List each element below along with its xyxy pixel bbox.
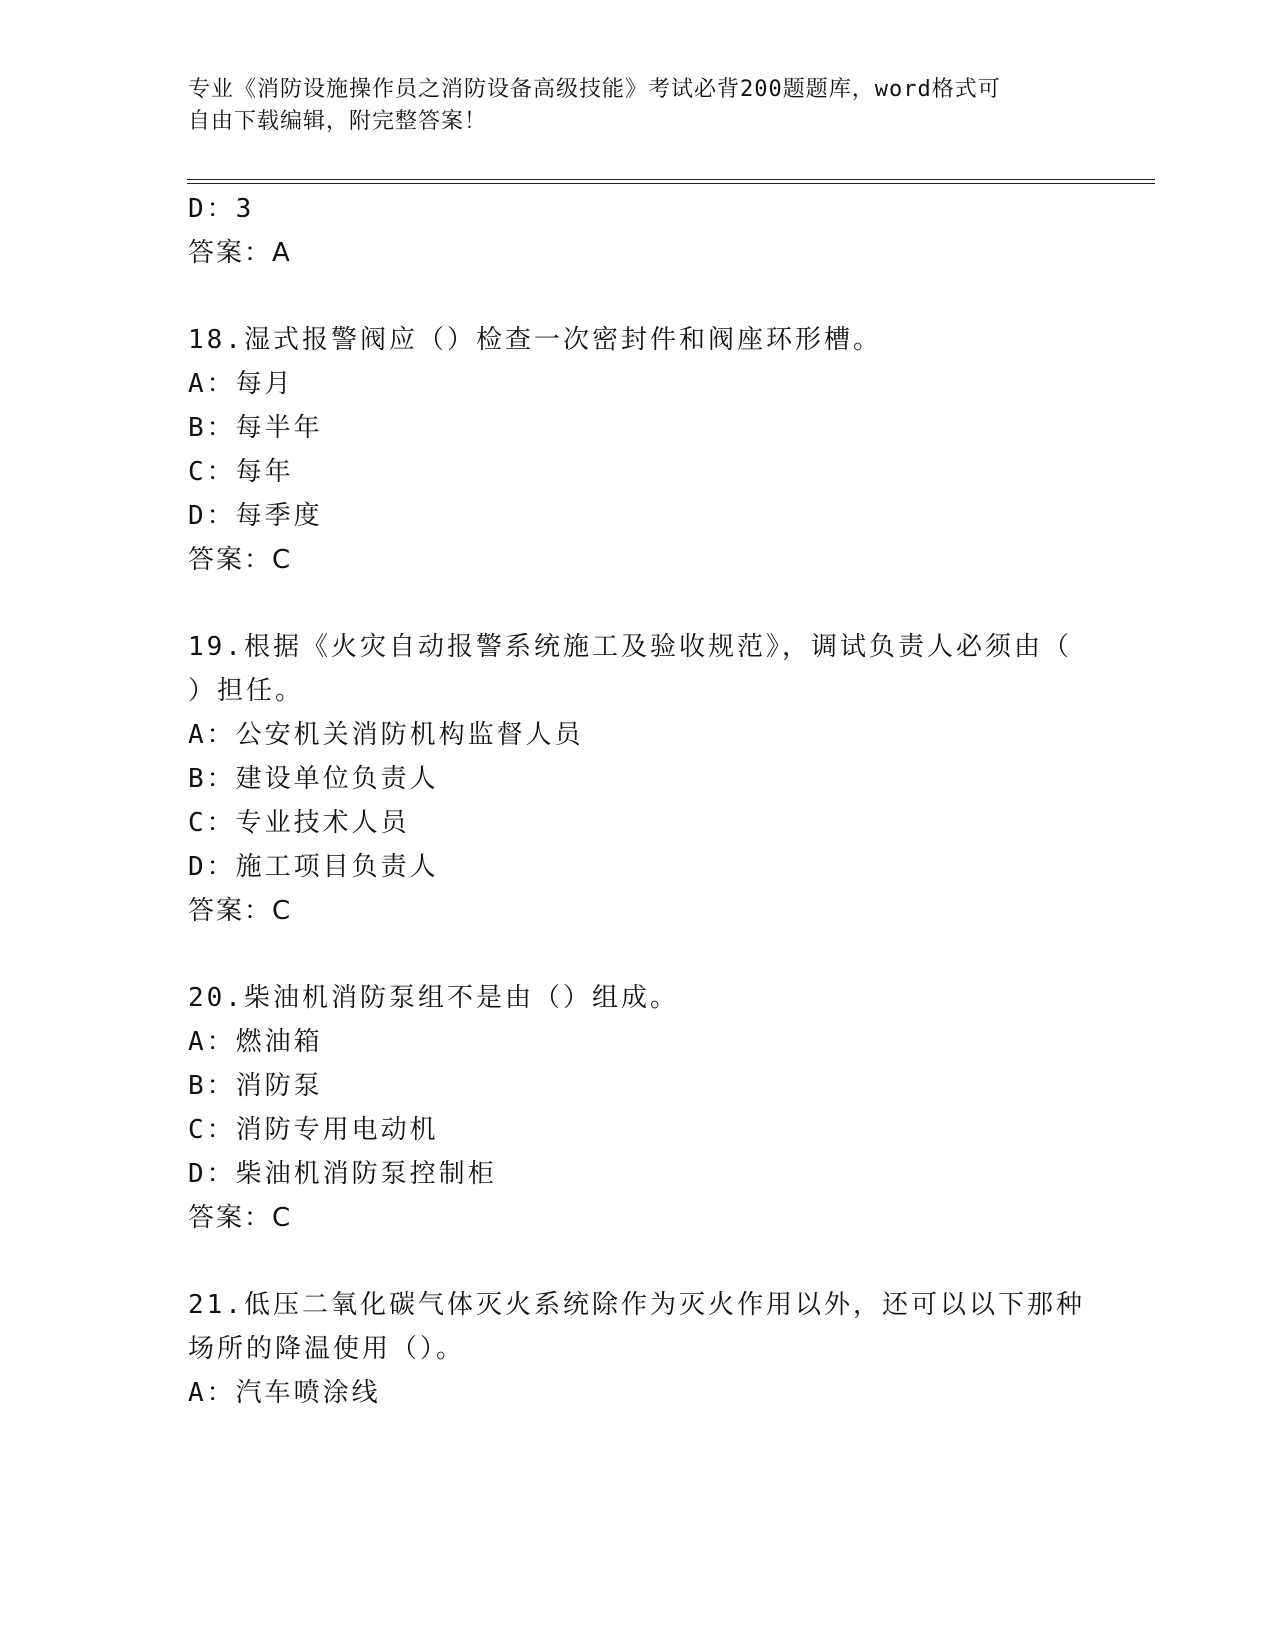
question-21-text-line-2: 场所的降温使用（）。 xyxy=(188,1334,466,1364)
question-19-option-c: C：专业技术人员 xyxy=(188,808,410,838)
header-text xyxy=(188,74,1088,138)
question-20-option-a: A：燃油箱 xyxy=(188,1027,323,1057)
question-20-option-d: D：柴油机消防泵控制柜 xyxy=(188,1159,497,1189)
question-20-answer: 答案：C xyxy=(188,1203,293,1233)
question-19-text-line-2: ）担任。 xyxy=(188,676,305,706)
question-20-option-c: C：消防专用电动机 xyxy=(188,1115,439,1145)
question-18-option-a: A：每月 xyxy=(188,369,294,399)
question-21-text-line-1: 21.低压二氧化碳气体灭火系统除作为灭火作用以外，还可以以下那种 xyxy=(188,1290,1085,1320)
question-20-option-b: B：消防泵 xyxy=(188,1071,323,1101)
header-line-2: 自由下载编辑，附完整答案！ xyxy=(188,109,488,134)
question-18-option-c: C：每年 xyxy=(188,457,294,487)
prev-option-d: D：3 xyxy=(188,194,255,224)
question-20-text: 20.柴油机消防泵组不是由（）组成。 xyxy=(188,983,679,1013)
prev-answer: 答案：A xyxy=(188,238,292,268)
question-18-option-b: B：每半年 xyxy=(188,413,323,443)
question-18-answer: 答案：C xyxy=(188,545,293,575)
question-19-option-d: D：施工项目负责人 xyxy=(188,852,439,882)
question-19-text-line-1: 19.根据《火灾自动报警系统施工及验收规范》，调试负责人必须由（ xyxy=(188,632,1072,662)
question-21-option-a: A：汽车喷涂线 xyxy=(188,1378,381,1408)
question-19-option-b: B：建设单位负责人 xyxy=(188,764,439,794)
question-18-text: 18.湿式报警阀应（）检查一次密封件和阀座环形槽。 xyxy=(188,325,882,355)
header-line-1: 专业《消防设施操作员之消防设备高级技能》考试必背200题题库，word格式可 xyxy=(188,77,1001,102)
question-19-answer: 答案：C xyxy=(188,896,293,926)
header-divider xyxy=(187,179,1155,184)
question-18-option-d: D：每季度 xyxy=(188,501,323,531)
question-19-option-a: A：公安机关消防机构监督人员 xyxy=(188,720,584,750)
